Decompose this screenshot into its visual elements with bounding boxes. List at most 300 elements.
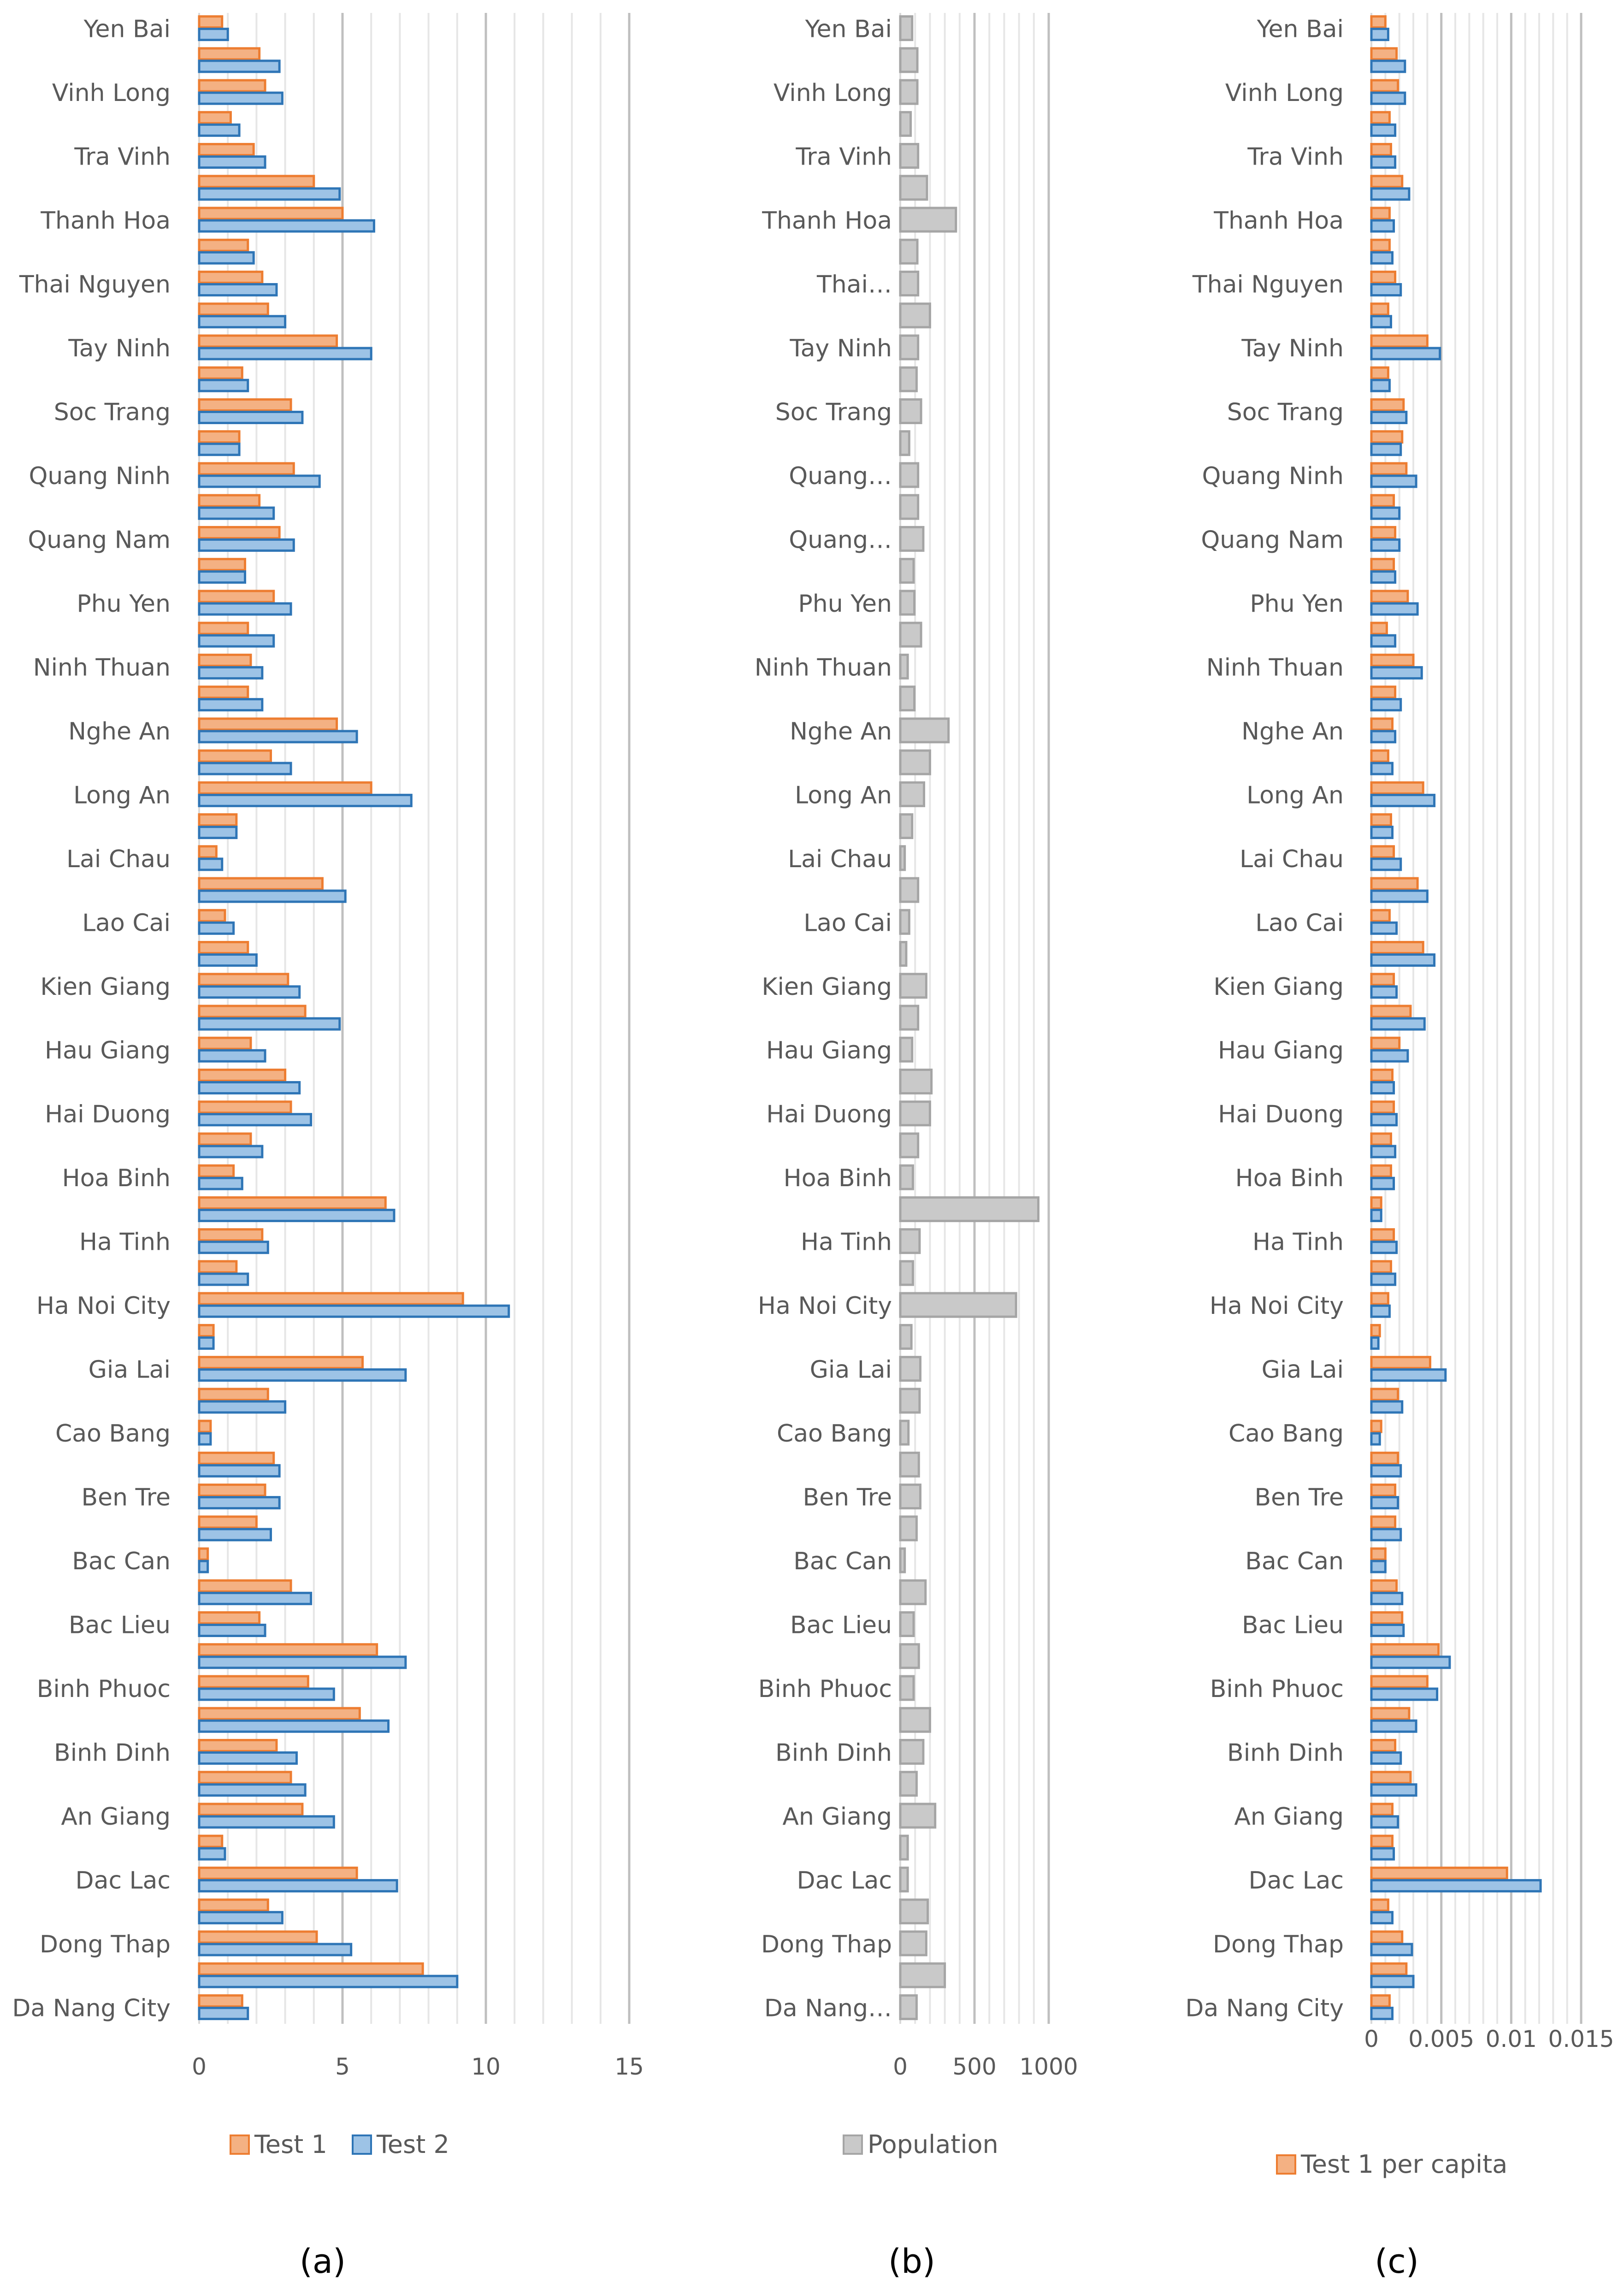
- category-label: Nghe An: [68, 717, 171, 745]
- bar: [900, 1868, 908, 1891]
- bar: [1371, 220, 1394, 231]
- bar: [1371, 1274, 1395, 1285]
- bar: [1371, 61, 1405, 72]
- bar: [900, 1293, 1016, 1317]
- x-tick-label: 10: [471, 2053, 501, 2080]
- bar: [199, 1165, 234, 1177]
- bar: [1371, 144, 1391, 155]
- bar: [1371, 336, 1427, 347]
- bar: [900, 1900, 928, 1923]
- bar: [199, 1676, 308, 1687]
- category-label: Kien Giang: [1213, 973, 1344, 1001]
- bar: [1371, 1772, 1411, 1783]
- bar: [199, 635, 274, 646]
- category-label: Hai Duong: [45, 1100, 171, 1129]
- category-label: Ha Noi City: [757, 1292, 892, 1320]
- bar: [900, 1804, 935, 1827]
- bar: [1371, 1357, 1430, 1368]
- bar: [199, 144, 254, 155]
- bar: [900, 80, 917, 104]
- bar: [1371, 1401, 1402, 1413]
- bar: [900, 1772, 916, 1796]
- bar: [199, 763, 291, 774]
- category-label: Bac Can: [1245, 1548, 1344, 1576]
- bar: [1371, 1293, 1388, 1304]
- bar: [900, 1708, 930, 1732]
- bar: [900, 1134, 918, 1157]
- bar: [199, 1337, 213, 1348]
- category-label: Ninh Thuan: [1206, 654, 1344, 682]
- bar: [1371, 1804, 1393, 1815]
- category-label: Cao Bang: [776, 1420, 892, 1448]
- bar: [900, 655, 908, 678]
- category-label: Thanh Hoa: [41, 207, 171, 235]
- bar: [199, 655, 251, 666]
- bar: [199, 304, 268, 315]
- category-label: Bac Can: [72, 1548, 171, 1576]
- bar: [199, 1306, 509, 1317]
- bar: [1371, 208, 1389, 219]
- legend-panel-c: [1277, 2150, 1507, 2179]
- bar: [1371, 687, 1395, 698]
- bar: [1371, 1433, 1380, 1444]
- category-label: Quang…: [789, 462, 892, 490]
- bar: [1371, 623, 1387, 634]
- bar: [1371, 1210, 1381, 1221]
- bar: [900, 782, 924, 806]
- bar: [199, 1976, 457, 1987]
- category-label: Long An: [1246, 781, 1344, 810]
- bar: [199, 719, 337, 730]
- bar: [1371, 444, 1401, 455]
- bar: [1371, 655, 1413, 666]
- bar: [1371, 891, 1427, 902]
- bar: [199, 508, 274, 519]
- bar: [1371, 1517, 1395, 1528]
- bar: [199, 1517, 256, 1528]
- bar: [199, 1625, 265, 1636]
- bar: [199, 348, 371, 359]
- bar: [199, 399, 291, 410]
- bar: [900, 432, 909, 455]
- category-label: Cao Bang: [1228, 1420, 1344, 1448]
- bar: [199, 336, 337, 347]
- category-label: Yen Bai: [1257, 15, 1344, 43]
- bar: [1371, 1785, 1416, 1796]
- category-label: Tra Vinh: [74, 143, 171, 171]
- bar: [900, 1102, 930, 1125]
- bar: [199, 1274, 248, 1285]
- bar: [199, 1580, 291, 1591]
- bar: [1371, 1018, 1424, 1029]
- bar: [199, 1932, 317, 1943]
- bar: [900, 719, 949, 742]
- category-label: Binh Phuoc: [1210, 1675, 1344, 1703]
- category-label: Bac Lieu: [68, 1611, 171, 1639]
- bar: [1371, 815, 1391, 826]
- bar: [199, 751, 271, 762]
- bar: [900, 240, 917, 263]
- bar: [199, 1102, 291, 1113]
- bar: [900, 559, 914, 583]
- category-label: Quang Ninh: [1202, 462, 1344, 490]
- bar: [1371, 942, 1423, 953]
- legend-swatch-test-1-per-capita: [1277, 2155, 1295, 2174]
- category-label: Yen Bai: [805, 15, 892, 43]
- bar: [1371, 157, 1395, 168]
- category-label: Bac Lieu: [790, 1611, 892, 1639]
- bar: [1371, 1038, 1400, 1049]
- legend-swatch-test-2: [353, 2135, 371, 2154]
- category-label: Gia Lai: [809, 1356, 892, 1384]
- bar: [1371, 1689, 1437, 1700]
- bar: [199, 1357, 363, 1368]
- category-label: Tra Vinh: [796, 143, 892, 171]
- category-label: Hau Giang: [766, 1037, 892, 1065]
- bar: [199, 284, 277, 296]
- category-label: Dac Lac: [797, 1867, 892, 1895]
- bar: [900, 910, 909, 934]
- category-label: Hoa Binh: [62, 1165, 171, 1193]
- bar: [199, 432, 239, 443]
- bar: [1371, 1337, 1378, 1348]
- bar: [199, 1689, 334, 1700]
- x-tick-label: 0.015: [1548, 2026, 1614, 2052]
- bar: [199, 252, 254, 263]
- bar: [1371, 1613, 1402, 1624]
- category-label: Dong Thap: [40, 1930, 171, 1958]
- bar: [199, 527, 279, 538]
- bar: [199, 1785, 305, 1796]
- bar: [900, 112, 911, 136]
- category-label: Hoa Binh: [1235, 1165, 1344, 1193]
- bar: [1371, 17, 1385, 28]
- bar: [1371, 572, 1395, 583]
- legend-swatch-population: [844, 2135, 862, 2154]
- bar: [199, 316, 285, 327]
- legend-label-test-1-per-capita: Test 1 per capita: [1301, 2150, 1508, 2179]
- bar: [900, 815, 912, 838]
- bar: [199, 1082, 300, 1093]
- bar: [900, 48, 917, 72]
- bar: [199, 623, 248, 634]
- bar: [199, 1197, 385, 1208]
- x-tick-label: 15: [614, 2053, 644, 2080]
- bar: [900, 687, 915, 710]
- bar: [1371, 1146, 1395, 1157]
- category-label: Binh Dinh: [775, 1739, 892, 1767]
- bar: [1371, 1561, 1385, 1572]
- x-tick-label: 0.005: [1408, 2026, 1475, 2052]
- bar: [199, 1836, 222, 1847]
- bar: [199, 495, 260, 506]
- bar: [199, 1613, 260, 1624]
- category-label: Dong Thap: [761, 1930, 892, 1958]
- category-label: Vinh Long: [773, 79, 892, 107]
- bar: [900, 591, 915, 615]
- bar: [900, 1070, 932, 1093]
- bar: [199, 367, 242, 378]
- bar: [1371, 859, 1401, 870]
- bar: [1371, 591, 1408, 602]
- category-label: Ha Noi City: [36, 1292, 171, 1320]
- bar: [1371, 1006, 1411, 1017]
- bar: [1371, 1465, 1401, 1476]
- bar: [1371, 1720, 1416, 1732]
- bar: [199, 1772, 291, 1783]
- bar: [900, 1517, 916, 1540]
- category-label: Lao Cai: [1255, 909, 1344, 937]
- bar: [1371, 1114, 1397, 1125]
- bar: [1371, 1848, 1394, 1859]
- bar: [199, 1485, 265, 1496]
- category-label: Soc Trang: [775, 398, 892, 426]
- bar: [199, 1657, 406, 1668]
- category-label: Ben Tre: [1254, 1484, 1344, 1512]
- bar: [1371, 1165, 1391, 1177]
- bar: [199, 476, 319, 487]
- category-label: Thai Nguyen: [1192, 271, 1344, 299]
- bar: [199, 1433, 211, 1444]
- bar: [1371, 1529, 1401, 1540]
- bar: [900, 208, 956, 231]
- category-label: Thanh Hoa: [762, 207, 892, 235]
- category-label: Bac Can: [793, 1548, 892, 1576]
- bar: [900, 1485, 920, 1508]
- bar: [1371, 1900, 1388, 1911]
- bar: [900, 304, 930, 327]
- bar: [199, 1178, 242, 1189]
- category-label: Kien Giang: [762, 973, 892, 1001]
- bar: [900, 1676, 914, 1700]
- bar: [900, 1453, 919, 1476]
- bar: [1371, 463, 1406, 474]
- bar: [900, 463, 918, 487]
- bar: [1371, 124, 1395, 136]
- bar: [1371, 1932, 1402, 1943]
- bar: [1371, 1752, 1401, 1763]
- bar: [1371, 1740, 1395, 1751]
- bar: [199, 1944, 351, 1955]
- bar: [199, 1497, 279, 1508]
- category-label: Tay Ninh: [790, 335, 892, 362]
- bar: [1371, 1676, 1427, 1687]
- bar: [199, 1261, 236, 1272]
- bar: [900, 1580, 926, 1604]
- category-label: Thanh Hoa: [1214, 207, 1344, 235]
- bar: [199, 603, 291, 615]
- bar: [1371, 846, 1394, 857]
- category-label: Binh Dinh: [54, 1739, 171, 1767]
- bar: [900, 1325, 911, 1348]
- legend-label-population: Population: [868, 2130, 998, 2159]
- bar: [1371, 240, 1389, 251]
- bar: [1371, 667, 1422, 678]
- category-label: Lai Chau: [788, 845, 892, 873]
- bar: [1371, 751, 1388, 762]
- bar: [199, 987, 300, 998]
- bar: [900, 1421, 909, 1444]
- bar: [199, 1720, 389, 1732]
- bar: [900, 1549, 905, 1572]
- category-label: Tra Vinh: [1247, 143, 1344, 171]
- bar: [1371, 304, 1388, 315]
- bar: [199, 2008, 248, 2019]
- bar: [199, 846, 216, 857]
- category-label: Dac Lac: [1248, 1867, 1344, 1895]
- bar: [1371, 348, 1440, 359]
- category-label: Phu Yen: [1250, 590, 1344, 618]
- bar: [199, 1995, 242, 2006]
- bar: [1371, 508, 1400, 519]
- bar: [1371, 782, 1423, 793]
- category-label: An Giang: [1234, 1803, 1344, 1831]
- bar: [199, 48, 260, 59]
- bar: [1371, 1836, 1393, 1847]
- category-label: Lao Cai: [82, 909, 171, 937]
- bar: [1371, 827, 1393, 838]
- bar: [1371, 367, 1388, 378]
- bar: [199, 1006, 305, 1017]
- bar: [1371, 1976, 1413, 1987]
- bar: [199, 1740, 277, 1751]
- bar: [1371, 559, 1394, 570]
- bar: [199, 1070, 285, 1081]
- bar: [1371, 987, 1397, 998]
- bar: [199, 463, 294, 474]
- bar: [900, 1613, 914, 1636]
- category-label: Da Nang City: [12, 1994, 171, 2022]
- category-label: Ha Tinh: [800, 1228, 892, 1256]
- category-label: Tay Ninh: [1241, 335, 1344, 362]
- bar: [1371, 399, 1404, 410]
- bar: [900, 878, 918, 902]
- bar: [1371, 176, 1402, 187]
- bar: [1371, 1370, 1446, 1381]
- bar: [199, 974, 288, 985]
- bar: [199, 1134, 251, 1145]
- bar: [199, 1370, 406, 1381]
- category-label: Quang Nam: [28, 526, 171, 554]
- bar: [1371, 1050, 1408, 1061]
- bar: [900, 623, 921, 646]
- category-label: Da Nang…: [764, 1994, 892, 2022]
- category-label: Gia Lai: [1261, 1356, 1344, 1384]
- category-label: Soc Trang: [1227, 398, 1344, 426]
- bar: [199, 93, 282, 104]
- category-label: Da Nang City: [1185, 1994, 1344, 2022]
- bar: [199, 878, 322, 889]
- bar: [199, 29, 228, 40]
- bar: [199, 1912, 282, 1923]
- bar: [199, 859, 222, 870]
- category-label: Phu Yen: [798, 590, 892, 618]
- bar: [199, 539, 294, 550]
- bar: [1371, 731, 1395, 742]
- bar: [199, 1230, 262, 1241]
- bar: [900, 1197, 1038, 1221]
- bar: [900, 1740, 923, 1763]
- bar: [900, 399, 921, 423]
- x-tick-label: 0: [1364, 2026, 1379, 2052]
- bar: [199, 572, 245, 583]
- bar: [1371, 1497, 1398, 1508]
- category-label: Hoa Binh: [783, 1165, 892, 1193]
- bar: [199, 208, 343, 219]
- category-label: Quang Nam: [1201, 526, 1344, 554]
- bar: [1371, 1261, 1391, 1272]
- bar: [900, 1357, 920, 1381]
- bar: [199, 1561, 208, 1572]
- bar: [900, 367, 916, 391]
- bar: [199, 559, 245, 570]
- bar: [900, 527, 923, 550]
- category-label: Ha Noi City: [1209, 1292, 1344, 1320]
- legend-label-test-2: Test 2: [377, 2130, 449, 2159]
- bar: [199, 815, 236, 826]
- bar: [199, 412, 302, 423]
- bar: [1371, 795, 1435, 806]
- bar: [199, 272, 262, 283]
- bar: [1371, 495, 1394, 506]
- bar: [900, 17, 912, 40]
- category-label: Bac Lieu: [1241, 1611, 1344, 1639]
- bar: [1371, 1644, 1439, 1655]
- category-label: Lai Chau: [66, 845, 171, 873]
- bar: [1371, 48, 1397, 59]
- bar: [199, 17, 222, 28]
- bar: [1371, 922, 1397, 934]
- bar: [900, 144, 918, 168]
- bar: [199, 124, 239, 136]
- x-tick-label: 0: [893, 2053, 908, 2080]
- bar: [199, 591, 274, 602]
- category-label: Phu Yen: [77, 590, 171, 618]
- bar: [900, 942, 906, 966]
- bar: [199, 1529, 271, 1540]
- bar: [1371, 80, 1398, 91]
- bar: [199, 176, 314, 187]
- category-label: Ben Tre: [803, 1484, 892, 1512]
- bar: [199, 782, 371, 793]
- category-label: Lao Cai: [803, 909, 892, 937]
- bar: [1371, 699, 1401, 710]
- bar: [1371, 1178, 1394, 1189]
- category-label: Hau Giang: [1217, 1037, 1344, 1065]
- category-label: Quang Ninh: [29, 462, 171, 490]
- bar: [900, 176, 927, 200]
- bar: [1371, 1880, 1541, 1891]
- panel-label-b: (b): [888, 2242, 935, 2281]
- bar: [1371, 527, 1395, 538]
- bar: [900, 336, 918, 359]
- bar: [199, 1146, 262, 1157]
- bar: [199, 1708, 360, 1719]
- bar: [199, 795, 411, 806]
- bar: [900, 1006, 918, 1029]
- bar: [900, 846, 905, 870]
- category-label: Ha Tinh: [1252, 1228, 1344, 1256]
- bar: [199, 827, 236, 838]
- bar: [199, 910, 225, 921]
- bar: [900, 1932, 926, 1955]
- category-label: Dong Thap: [1213, 1930, 1344, 1958]
- bar: [199, 922, 234, 934]
- bar: [1371, 1070, 1393, 1081]
- bar: [1371, 1963, 1406, 1975]
- bar: [199, 942, 248, 953]
- bar: [199, 61, 279, 72]
